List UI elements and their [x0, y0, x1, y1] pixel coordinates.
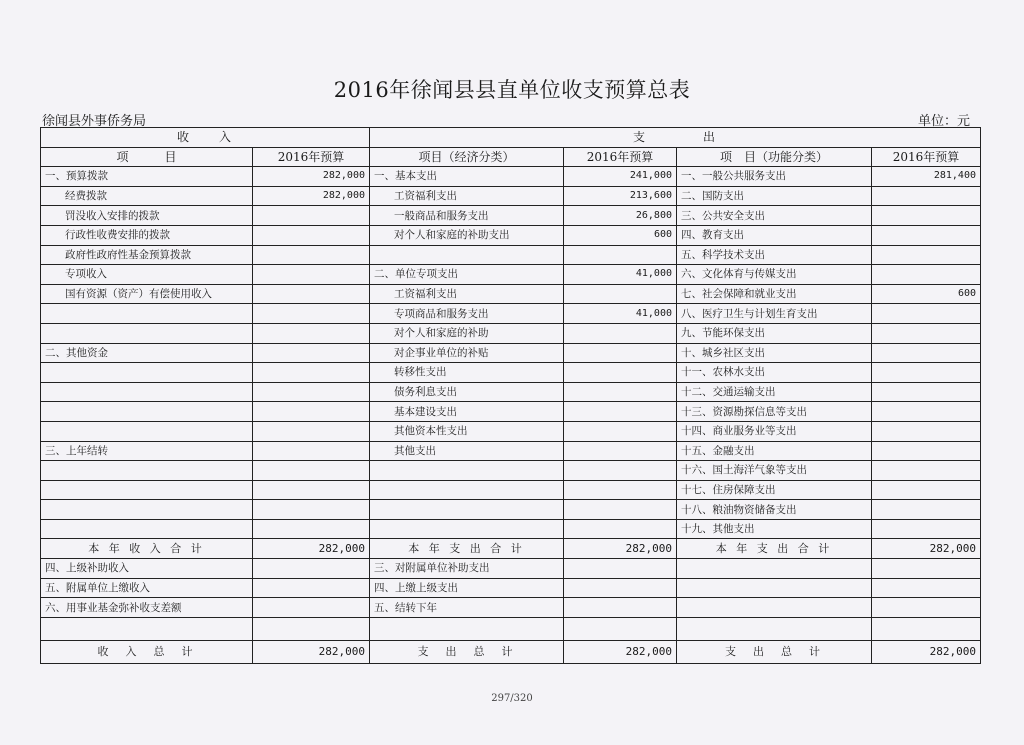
grand-total-expense-label: 支 出 总 计 [370, 640, 564, 663]
econ-item-cell [370, 519, 564, 539]
econ-item-cell: 对个人和家庭的补助 [370, 323, 564, 343]
econ-item-cell: 基本建设支出 [370, 402, 564, 422]
func-budget-cell [872, 225, 981, 245]
income-item-cell: 三、上年结转 [41, 441, 253, 461]
econ-budget-cell [564, 245, 677, 265]
income-budget-cell [253, 323, 370, 343]
econ-budget-cell [564, 480, 677, 500]
income-budget-cell [253, 363, 370, 383]
func-item-cell [677, 559, 872, 579]
income-item-cell: 经费拨款 [41, 186, 253, 206]
func-item-cell: 十二、交通运输支出 [677, 382, 872, 402]
income-item-cell [41, 500, 253, 520]
income-budget-cell [253, 598, 370, 618]
econ-item-cell: 对企事业单位的补贴 [370, 343, 564, 363]
income-budget-cell [253, 441, 370, 461]
func-budget-cell [872, 421, 981, 441]
func-item-cell: 一、一般公共服务支出 [677, 167, 872, 187]
econ-item-cell: 二、单位专项支出 [370, 265, 564, 285]
table-row [41, 480, 981, 500]
table-row [41, 304, 981, 324]
grand-total-func-label: 支 出 总 计 [677, 640, 872, 663]
econ-budget-cell [564, 421, 677, 441]
func-budget-cell [872, 500, 981, 520]
func-item-cell: 六、文化体育与传媒支出 [677, 265, 872, 285]
table-row [41, 402, 981, 422]
income-item-cell: 一、预算拨款 [41, 167, 253, 187]
func-item-cell: 十三、资源勘探信息等支出 [677, 402, 872, 422]
table-row [41, 441, 981, 461]
econ-budget-cell [564, 578, 677, 598]
income-budget-cell: 282,000 [253, 186, 370, 206]
econ-budget-cell [564, 519, 677, 539]
econ-item-cell [370, 480, 564, 500]
budget-table [40, 127, 981, 664]
func-budget-cell [872, 206, 981, 226]
econ-item-cell: 债务利息支出 [370, 382, 564, 402]
unit-label: 单位：元 [918, 114, 971, 129]
econ-item-cell [370, 245, 564, 265]
econ-budget-cell [564, 500, 677, 520]
income-item-cell: 六、用事业基金弥补收支差额 [41, 598, 253, 618]
income-item-cell [41, 304, 253, 324]
func-item-cell: 十五、金融支出 [677, 441, 872, 461]
page-number: 297/320 [491, 693, 533, 704]
func-item-cell: 三、公共安全支出 [677, 206, 872, 226]
econ-item-cell [370, 617, 564, 640]
func-budget-cell [872, 245, 981, 265]
econ-budget-header: 2016年预算 [564, 147, 677, 167]
expense-group-header: 支 出 [370, 128, 981, 148]
func-budget-cell [872, 559, 981, 579]
income-budget-cell [253, 480, 370, 500]
table-row [41, 167, 981, 187]
func-budget-cell [872, 382, 981, 402]
econ-budget-cell [564, 343, 677, 363]
func-item-cell: 十四、商业服务业等支出 [677, 421, 872, 441]
econ-budget-cell [564, 461, 677, 481]
table-row [41, 186, 981, 206]
income-item-header: 项 目 [41, 147, 253, 167]
econ-budget-cell [564, 323, 677, 343]
econ-item-cell: 对个人和家庭的补助支出 [370, 225, 564, 245]
income-budget-cell [253, 519, 370, 539]
grand-total-row [41, 640, 981, 663]
year-total-expense-value: 282,000 [564, 539, 677, 559]
income-item-cell: 行政性收费安排的拨款 [41, 225, 253, 245]
table-row [41, 343, 981, 363]
table-row [41, 245, 981, 265]
income-budget-cell [253, 284, 370, 304]
econ-item-cell: 其他支出 [370, 441, 564, 461]
func-budget-cell [872, 265, 981, 285]
grand-total-func-value: 282,000 [872, 640, 981, 663]
func-budget-cell [872, 441, 981, 461]
func-item-cell [677, 617, 872, 640]
econ-item-cell: 其他资本性支出 [370, 421, 564, 441]
income-budget-cell [253, 265, 370, 285]
func-item-cell: 七、社会保障和就业支出 [677, 284, 872, 304]
func-item-cell: 九、节能环保支出 [677, 323, 872, 343]
func-budget-cell [872, 304, 981, 324]
income-budget-cell [253, 500, 370, 520]
table-row [41, 382, 981, 402]
func-item-cell: 十九、其他支出 [677, 519, 872, 539]
econ-budget-cell: 41,000 [564, 265, 677, 285]
econ-item-cell: 专项商品和服务支出 [370, 304, 564, 324]
econ-budget-cell: 41,000 [564, 304, 677, 324]
econ-budget-cell: 26,800 [564, 206, 677, 226]
year-total-income-value: 282,000 [253, 539, 370, 559]
grand-total-expense-value: 282,000 [564, 640, 677, 663]
func-budget-cell [872, 323, 981, 343]
econ-item-cell: 三、对附属单位补助支出 [370, 559, 564, 579]
econ-item-cell: 工资福利支出 [370, 284, 564, 304]
table-row [41, 461, 981, 481]
income-item-cell [41, 421, 253, 441]
page-title: 2016年徐闻县县直单位收支预算总表 [333, 78, 691, 102]
econ-budget-cell [564, 617, 677, 640]
income-item-cell: 二、其他资金 [41, 343, 253, 363]
table-row [41, 559, 981, 579]
income-item-cell [41, 402, 253, 422]
income-budget-cell [253, 421, 370, 441]
func-budget-cell [872, 578, 981, 598]
econ-item-cell: 转移性支出 [370, 363, 564, 383]
func-budget-cell [872, 363, 981, 383]
table-row [41, 265, 981, 285]
income-budget-cell [253, 461, 370, 481]
econ-item-cell: 一般商品和服务支出 [370, 206, 564, 226]
table-row [41, 598, 981, 618]
func-budget-header: 2016年预算 [872, 147, 981, 167]
func-item-cell: 十、城乡社区支出 [677, 343, 872, 363]
econ-item-cell: 一、基本支出 [370, 167, 564, 187]
year-total-func-value: 282,000 [872, 539, 981, 559]
grand-total-income-value: 282,000 [253, 640, 370, 663]
econ-item-cell [370, 461, 564, 481]
income-budget-cell [253, 402, 370, 422]
func-budget-cell [872, 343, 981, 363]
econ-item-header: 项目（经济分类） [370, 147, 564, 167]
econ-budget-cell [564, 441, 677, 461]
income-item-cell [41, 461, 253, 481]
income-budget-cell: 282,000 [253, 167, 370, 187]
income-budget-header: 2016年预算 [253, 147, 370, 167]
func-budget-cell [872, 598, 981, 618]
income-budget-cell [253, 617, 370, 640]
income-item-cell: 五、附属单位上缴收入 [41, 578, 253, 598]
func-item-cell: 二、国防支出 [677, 186, 872, 206]
income-budget-cell [253, 382, 370, 402]
econ-budget-cell [564, 382, 677, 402]
income-budget-cell [253, 578, 370, 598]
income-item-cell: 罚没收入安排的拨款 [41, 206, 253, 226]
func-budget-cell [872, 480, 981, 500]
func-item-cell [677, 598, 872, 618]
func-budget-cell [872, 519, 981, 539]
table-row [41, 206, 981, 226]
func-item-cell: 十八、粮油物资储备支出 [677, 500, 872, 520]
income-budget-cell [253, 245, 370, 265]
income-item-cell [41, 480, 253, 500]
table-row [41, 323, 981, 343]
column-header-row [41, 147, 981, 167]
econ-budget-cell: 241,000 [564, 167, 677, 187]
econ-budget-cell [564, 559, 677, 579]
func-item-cell: 四、教育支出 [677, 225, 872, 245]
organization-name: 徐闻县外事侨务局 [42, 114, 147, 129]
func-item-cell [677, 578, 872, 598]
income-budget-cell [253, 559, 370, 579]
year-total-func-label: 本 年 支 出 合 计 [677, 539, 872, 559]
table-row [41, 363, 981, 383]
func-budget-cell [872, 186, 981, 206]
table-row [41, 500, 981, 520]
func-budget-cell [872, 461, 981, 481]
econ-item-cell: 工资福利支出 [370, 186, 564, 206]
grand-total-income-label: 收 入 总 计 [41, 640, 253, 663]
func-budget-cell: 600 [872, 284, 981, 304]
econ-budget-cell [564, 284, 677, 304]
table-row [41, 578, 981, 598]
income-item-cell [41, 617, 253, 640]
econ-budget-cell: 600 [564, 225, 677, 245]
func-item-cell: 五、科学技术支出 [677, 245, 872, 265]
econ-budget-cell [564, 363, 677, 383]
table-row [41, 421, 981, 441]
econ-budget-cell [564, 598, 677, 618]
income-item-cell: 国有资源（资产）有偿使用收入 [41, 284, 253, 304]
income-budget-cell [253, 225, 370, 245]
income-item-cell: 专项收入 [41, 265, 253, 285]
table-row [41, 617, 981, 640]
table-row [41, 225, 981, 245]
year-total-row [41, 539, 981, 559]
econ-budget-cell [564, 402, 677, 422]
econ-item-cell: 四、上缴上级支出 [370, 578, 564, 598]
group-header-row [41, 128, 981, 148]
func-item-cell: 十一、农林水支出 [677, 363, 872, 383]
func-item-cell: 十七、住房保障支出 [677, 480, 872, 500]
income-item-cell [41, 363, 253, 383]
table-row [41, 284, 981, 304]
econ-budget-cell: 213,600 [564, 186, 677, 206]
income-budget-cell [253, 206, 370, 226]
func-item-header: 项 目（功能分类） [677, 147, 872, 167]
income-item-cell: 四、上级补助收入 [41, 559, 253, 579]
table-row [41, 519, 981, 539]
func-budget-cell [872, 402, 981, 422]
income-item-cell [41, 382, 253, 402]
income-item-cell [41, 323, 253, 343]
income-group-header: 收 入 [41, 128, 370, 148]
econ-item-cell: 五、结转下年 [370, 598, 564, 618]
func-item-cell: 八、医疗卫生与计划生育支出 [677, 304, 872, 324]
year-total-expense-label: 本 年 支 出 合 计 [370, 539, 564, 559]
func-item-cell: 十六、国土海洋气象等支出 [677, 461, 872, 481]
func-budget-cell: 281,400 [872, 167, 981, 187]
year-total-income-label: 本 年 收 入 合 计 [41, 539, 253, 559]
income-item-cell [41, 519, 253, 539]
func-budget-cell [872, 617, 981, 640]
income-item-cell: 政府性政府性基金预算拨款 [41, 245, 253, 265]
econ-item-cell [370, 500, 564, 520]
income-budget-cell [253, 343, 370, 363]
income-budget-cell [253, 304, 370, 324]
